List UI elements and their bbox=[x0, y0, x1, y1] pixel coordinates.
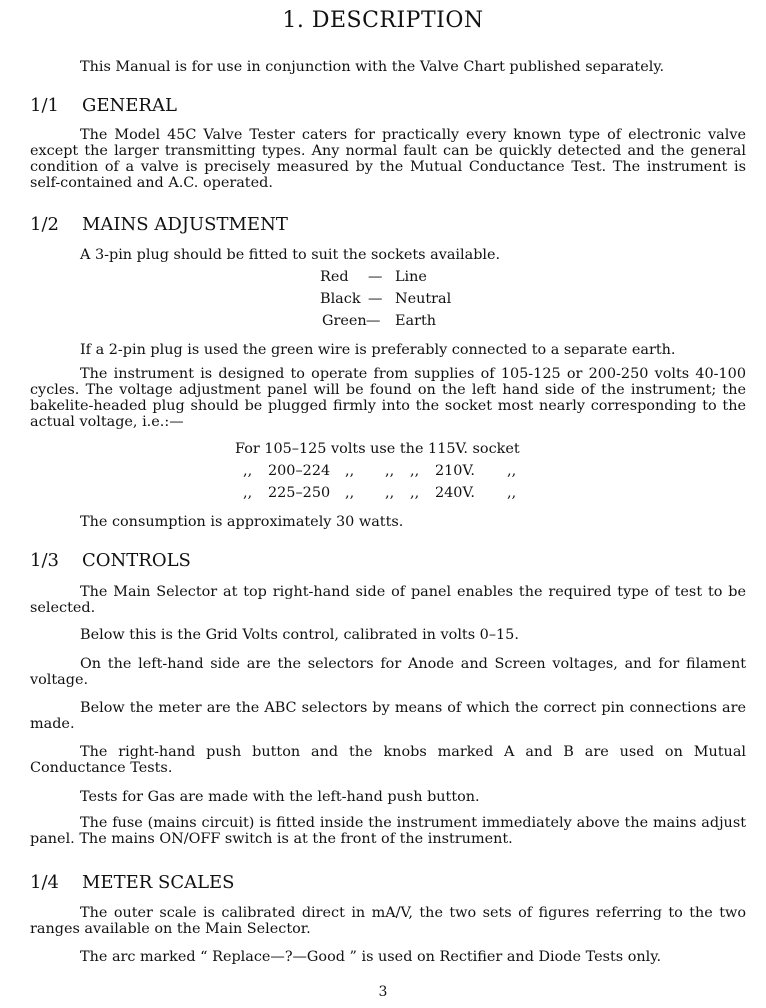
controls-paragraph: The right-hand push button and the knobs marked A and B are used on Mutual Conductance Tests. bbox=[30, 744, 746, 776]
voltage-range: 200–224 bbox=[268, 463, 331, 479]
ditto-mark: ,, bbox=[410, 485, 420, 501]
wire-row bbox=[320, 291, 452, 307]
controls-paragraph: On the left-hand side are the selectors for Anode and Screen voltages, and for filament voltage. bbox=[30, 656, 746, 688]
ditto-mark: ,, bbox=[410, 463, 420, 479]
section-heading-controls bbox=[30, 550, 191, 571]
ditto-mark: ,, bbox=[345, 463, 355, 479]
consumption-note: The consumption is approximately 30 watts. bbox=[80, 514, 404, 530]
meter-paragraph: The arc marked “ Replace—?—Good ” is used on Rectifier and Diode Tests only. bbox=[80, 949, 662, 965]
section-number: 1/3 bbox=[30, 550, 59, 571]
ditto-mark: ,, bbox=[507, 463, 517, 479]
ditto-mark: ,, bbox=[345, 485, 355, 501]
section-title: CONTROLS bbox=[82, 550, 191, 571]
wire-dash: — bbox=[366, 313, 381, 329]
controls-paragraph: The fuse (mains circuit) is fitted inside the instrument immediately above the mains adjust panel. The mains ON/OFF switch is at the front of the instrument. bbox=[30, 815, 746, 847]
wire-color: Green bbox=[322, 313, 367, 329]
wire-row bbox=[322, 313, 437, 329]
wire-use: Neutral bbox=[395, 291, 452, 307]
wire-use: Line bbox=[395, 269, 427, 285]
section-heading-mains-adjustment bbox=[30, 214, 288, 235]
intro-text: This Manual is for use in conjunction with the Valve Chart published separately. bbox=[80, 59, 665, 75]
section-number: 1/2 bbox=[30, 214, 59, 235]
section-heading-general bbox=[30, 95, 177, 116]
voltage-row: For 105–125 volts use the 115V. socket bbox=[235, 441, 520, 457]
voltage-paragraph: The instrument is designed to operate from supplies of 105-125 or 200-250 volts 40-100 cycles. The voltage adjustment panel will be found on the left hand side of the instrument; the bakelite-headed plug should be plugged firmly into the socket most nearly corresponding to the actual voltage, i.e.:— bbox=[30, 366, 746, 430]
wire-use: Earth bbox=[395, 313, 437, 329]
controls-paragraph: Below this is the Grid Volts control, calibrated in volts 0–15. bbox=[80, 627, 519, 643]
section-title: METER SCALES bbox=[82, 872, 235, 893]
section-heading-meter-scales bbox=[30, 872, 235, 893]
page-title: 1. DESCRIPTION bbox=[282, 8, 484, 33]
ditto-mark: ,, bbox=[385, 485, 395, 501]
meter-paragraph: The outer scale is calibrated direct in mA/V, the two sets of figures referring to the two ranges available on the Main Selector. bbox=[30, 905, 746, 937]
wire-color: Red bbox=[320, 269, 349, 285]
wire-dash: — bbox=[368, 269, 383, 285]
wire-color: Black bbox=[320, 291, 361, 307]
controls-paragraph: Below the meter are the ABC selectors by means of which the correct pin connections are made. bbox=[30, 700, 746, 732]
socket-voltage: 240V. bbox=[435, 485, 475, 501]
plug-instruction: A 3-pin plug should be fitted to suit the sockets available. bbox=[80, 247, 501, 263]
ditto-mark: ,, bbox=[243, 485, 253, 501]
controls-paragraph: Tests for Gas are made with the left-hand push button. bbox=[80, 789, 480, 805]
ditto-mark: ,, bbox=[385, 463, 395, 479]
section-number: 1/4 bbox=[30, 872, 59, 893]
section-title: GENERAL bbox=[82, 95, 177, 116]
page-number: 3 bbox=[378, 984, 388, 1000]
section-number: 1/1 bbox=[30, 95, 59, 116]
ditto-mark: ,, bbox=[507, 485, 517, 501]
socket-voltage: 210V. bbox=[435, 463, 475, 479]
general-paragraph: The Model 45C Valve Tester caters for practically every known type of electronic valve except the larger transmitting types. Any normal fault can be quickly detected and the general condition of a valve is precisely measured by the Mutual Conductance Test. The instrument is self-contained and A.C. operated. bbox=[30, 127, 746, 191]
controls-paragraph: The Main Selector at top right-hand side of panel enables the required type of test to be selected. bbox=[30, 584, 746, 616]
voltage-range: 225–250 bbox=[268, 485, 331, 501]
section-title: MAINS ADJUSTMENT bbox=[82, 214, 288, 235]
wire-dash: — bbox=[368, 291, 383, 307]
wire-row bbox=[320, 269, 427, 285]
two-pin-note: If a 2-pin plug is used the green wire is preferably connected to a separate earth. bbox=[80, 342, 676, 358]
ditto-mark: ,, bbox=[243, 463, 253, 479]
